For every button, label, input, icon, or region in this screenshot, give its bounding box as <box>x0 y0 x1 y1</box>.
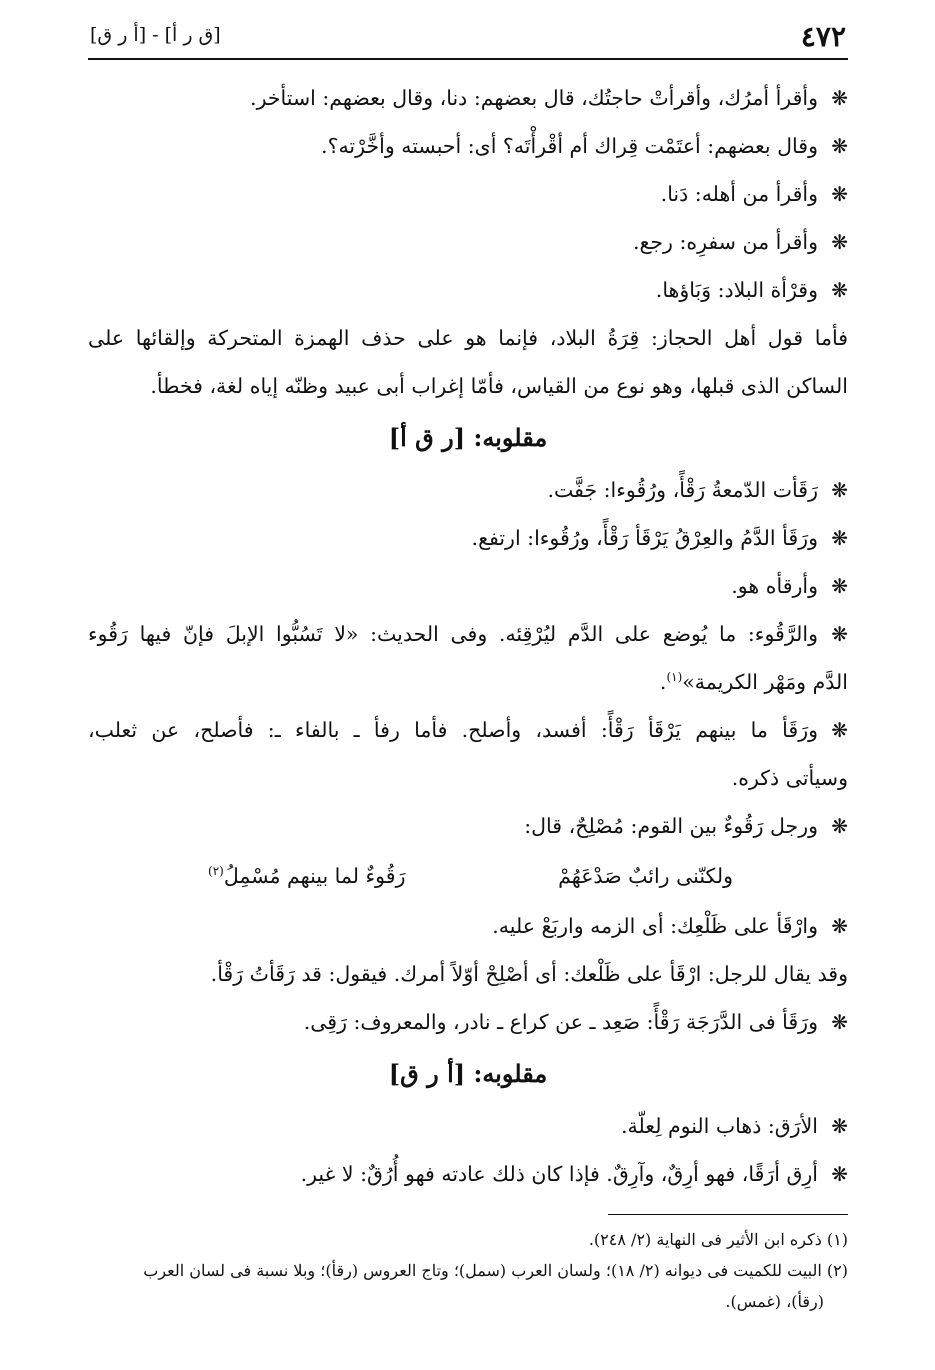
footnote: (١) ذكره ابن الأثير فى النهاية (٢/ ٢٤٨). <box>588 1230 848 1249</box>
entry <box>88 218 848 266</box>
entry <box>88 1102 848 1150</box>
poetry-verse <box>88 850 848 902</box>
asterism-icon: ❋ <box>831 134 848 158</box>
entry <box>88 466 848 514</box>
asterism-icon: ❋ <box>831 914 848 938</box>
page <box>88 18 848 1348</box>
asterism-icon: ❋ <box>831 182 848 206</box>
entry-text: وقرْأة البلاد: وَبَاؤها. <box>655 278 818 302</box>
paragraph-line: وقد يقال للرجل: ارْقَأ على ظَلْعك: أى أصْلِحْ أوّلاً أمرك. فيقول: قد رَقَأتُ رَقْأ. <box>210 962 848 986</box>
asterism-icon: ❋ <box>831 1114 848 1138</box>
entry-text: أرِق أرَقًا، فهو أرِقٌ، وآرِقٌ. فإذا كان ذلك عادته فهو أُرُقٌ: لا غير. <box>300 1162 818 1186</box>
entry-text: وأرقأه هو. <box>731 574 818 598</box>
page-body <box>88 74 848 1198</box>
asterism-icon: ❋ <box>831 86 848 110</box>
entry <box>88 122 848 170</box>
entry-text: ورجل رَقُوءٌ بين القوم: مُصْلِحٌ، قال: <box>524 814 818 838</box>
entry <box>88 706 848 754</box>
asterism-icon: ❋ <box>831 814 848 838</box>
entry <box>88 998 848 1046</box>
page-header <box>88 18 848 60</box>
verse-first-hemistich: ولكنّنى رائبٌ صَدْعَهُمْ <box>558 864 733 888</box>
asterism-icon: ❋ <box>831 1010 848 1034</box>
entry <box>88 170 848 218</box>
paragraph <box>88 314 848 410</box>
entry-multiline <box>88 706 848 802</box>
section-heading: مقلوبه: [ر ق أ] <box>388 423 548 452</box>
asterism-icon: ❋ <box>831 574 848 598</box>
paragraph-line: فأما قول أهل الحجاز: قِرَةُ البلاد، فإنما هو على حذف الهمزة المتحركة وإلقائها على <box>88 326 848 350</box>
entry-text: ورَقَأ ما بينهم يَرْقَأ رَقْأً: أفسد، وأصلح. فأما رفأ ـ بالفاء ـ: فأصلح، عن ثعلب، <box>88 718 818 742</box>
entry-text: ورَقَأ فى الدَّرَجَة رَقْأً: صَعِد ـ عن كراع ـ نادر، والمعروف: رَقِى. <box>303 1010 818 1034</box>
entry <box>88 514 848 562</box>
footnote: (٢) البيت للكميت فى ديوانه (٢/ ١٨)؛ ولسان العرب (سمل)؛ وتاج العروس (رقأ)؛ وبلا نسبة فى لسان العرب <box>143 1261 848 1280</box>
entry <box>88 562 848 610</box>
entry-text: الدَّم ومَهْر الكريمة» <box>682 670 848 694</box>
asterism-icon: ❋ <box>831 1162 848 1186</box>
entry-continuation: وسيأتى ذكره. <box>731 766 848 790</box>
entry-text: وقال بعضهم: أعتَمْت قِراك أم أقْرأْتَه؟ أى: أحبسته وأخَّرْته؟. <box>321 134 818 158</box>
entry-text: وأقرأ أمرُك، وأقرأتْ حاجتُك، قال بعضهم: دنا، وقال بعضهم: استأخر. <box>250 86 818 110</box>
footnote-marker: (٢) <box>208 864 224 879</box>
page-number: ٤٧٢ <box>800 20 846 53</box>
section-heading: مقلوبه: [أ ر ق] <box>388 1059 548 1088</box>
entry <box>88 266 848 314</box>
entry-text: وارْقَأ على ظَلْعِك: أى الزمه واربَعْ عليه. <box>492 914 818 938</box>
asterism-icon: ❋ <box>831 718 848 742</box>
asterism-icon: ❋ <box>831 278 848 302</box>
footnote-marker: (١) <box>666 670 683 685</box>
footnote-continuation: (رقأ)، (غمس). <box>725 1292 824 1311</box>
verse-second-hemistich <box>208 850 405 902</box>
asterism-icon: ❋ <box>831 526 848 550</box>
entry-text: . <box>659 670 667 694</box>
running-head: [ق ر أ] - [أ ر ق] <box>90 24 221 46</box>
verse-text: رَقُوءٌ لما بينهم مُسْمِلُ <box>223 864 406 888</box>
entry <box>88 1150 848 1198</box>
asterism-icon: ❋ <box>831 478 848 502</box>
entry-multiline <box>88 610 848 706</box>
entry-continuation <box>88 658 848 706</box>
entry-text: والرَّقُوء: ما يُوضع على الدَّم ليُرْقِئه. وفى الحديث: «لا تَسُبُّوا الإبلَ فإنّ فيها رَقُوء <box>88 622 818 646</box>
asterism-icon: ❋ <box>831 230 848 254</box>
entry-text: الأرَق: ذهاب النوم لِعلّة. <box>621 1114 818 1138</box>
footnotes <box>88 1224 848 1317</box>
entry <box>88 610 848 658</box>
paragraph-line: الساكن الذى قبلها، وهو نوع من القياس، فأمّا إغراب أبى عبيد وظنّه إياه لغة، فخطأ. <box>150 374 848 398</box>
entry-text: وأقرأ من أهله: دَنا. <box>660 182 818 206</box>
entry-text: وأقرأ من سفرِه: رجع. <box>632 230 818 254</box>
entry-text: رَقَأت الدّمعةُ رَقْأً، ورُقُوءا: جَفَّت. <box>547 478 818 502</box>
entry-text: ورَقَأ الدَّمُ والعِرْقُ يَرْقَأ رَقْأً، ورُقُوءا: ارتفع. <box>471 526 818 550</box>
entry <box>88 902 848 950</box>
asterism-icon: ❋ <box>831 622 848 646</box>
entry <box>88 802 848 850</box>
entry <box>88 74 848 122</box>
footnote-divider <box>608 1214 848 1215</box>
